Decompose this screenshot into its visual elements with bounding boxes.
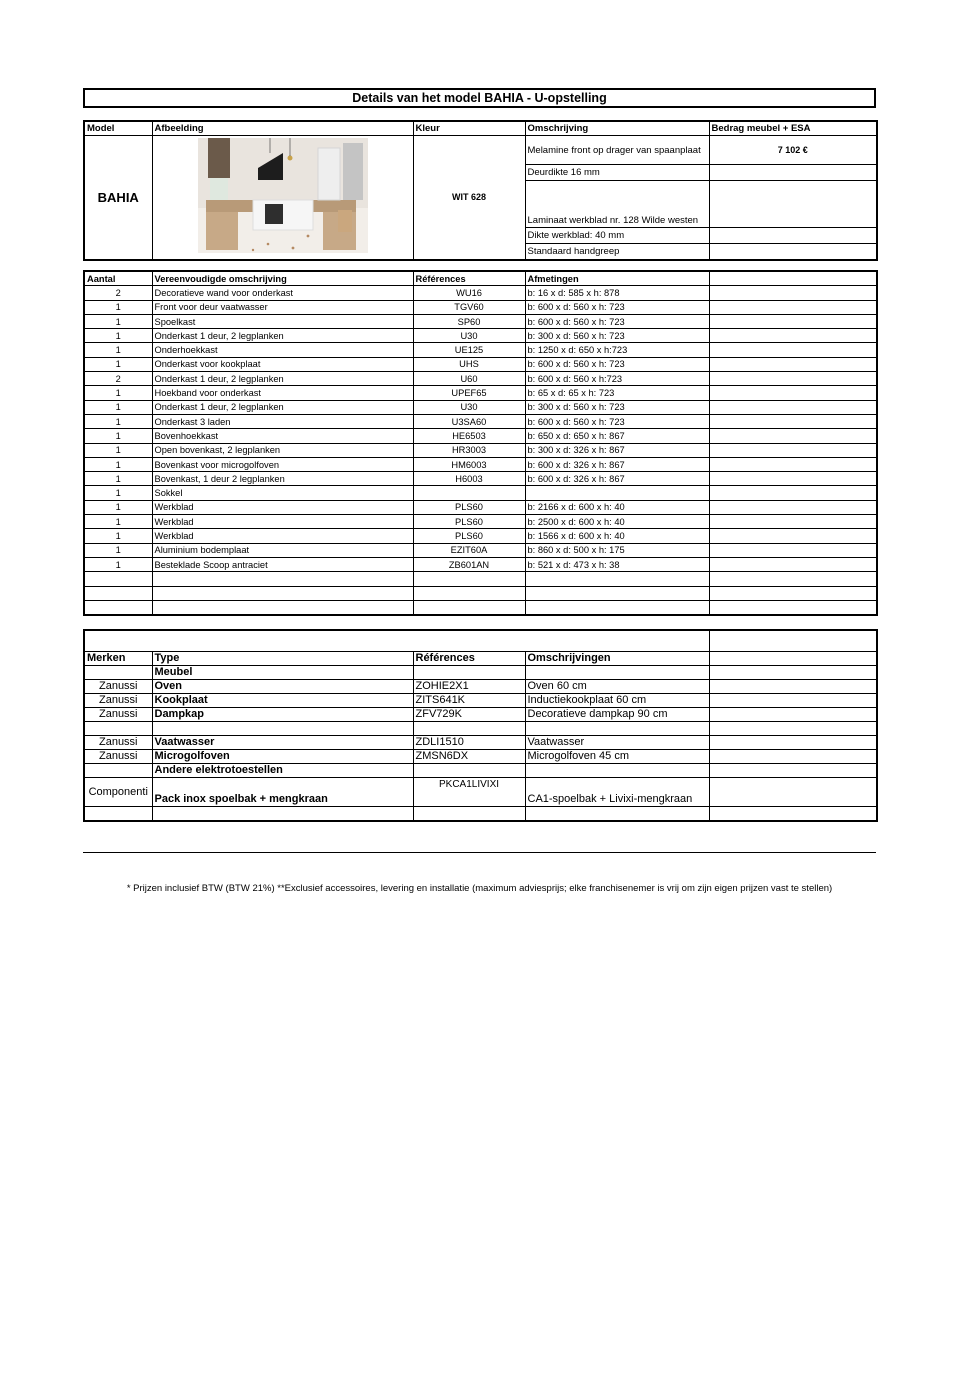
col-header-dimensions: Afmetingen: [525, 271, 709, 286]
item-blank: [709, 314, 877, 328]
item-blank: [709, 329, 877, 343]
description-1: Melamine front op drager van spaanplaat: [525, 136, 709, 165]
divider: [83, 852, 876, 853]
item-dimensions: [525, 586, 709, 600]
item-qty: 1: [84, 443, 152, 457]
item-dimensions: b: 860 x d: 500 x h: 175: [525, 543, 709, 557]
table-row: [84, 486, 877, 500]
item-qty: 1: [84, 300, 152, 314]
blank-cell: [152, 807, 413, 822]
item-dimensions: b: 600 x d: 560 x h: 723: [525, 314, 709, 328]
appliance-desc: Inductiekookplaat 60 cm: [525, 694, 709, 708]
item-qty: 1: [84, 557, 152, 571]
appliance-ref: ZOHIE2X1: [413, 680, 525, 694]
item-blank: [709, 500, 877, 514]
col-header-app-references: Références: [413, 652, 525, 666]
item-qty: 2: [84, 372, 152, 386]
item-description: Hoekband voor onderkast: [152, 386, 413, 400]
appliance-brand: Zanussi: [84, 736, 152, 750]
item-dimensions: [525, 486, 709, 500]
footnote: * Prijzen inclusief BTW (BTW 21%) **Exclusief accessoires, levering en installatie (maximum adviesprijs; elke franchisenemer is vrij om zijn eigen prijzen vast te stellen): [126, 883, 833, 894]
blank-cell: [413, 807, 525, 822]
col-header-type: Type: [152, 652, 413, 666]
kitchen-image: [152, 136, 413, 261]
item-qty: 1: [84, 386, 152, 400]
col-header-app-blank: [709, 652, 877, 666]
item-reference: [413, 600, 525, 615]
item-blank: [709, 486, 877, 500]
item-dimensions: b: 600 x d: 560 x h: 723: [525, 300, 709, 314]
component-brand: Componenti: [84, 778, 152, 807]
table-row: [84, 543, 877, 557]
item-reference: EZIT60A: [413, 543, 525, 557]
item-reference: UPEF65: [413, 386, 525, 400]
item-reference: HM6003: [413, 457, 525, 471]
blank-cell: [709, 666, 877, 680]
blank-cell: [709, 764, 877, 778]
item-qty: 1: [84, 529, 152, 543]
item-blank: [709, 372, 877, 386]
blank-cell: [84, 666, 152, 680]
table-row: [84, 572, 877, 586]
item-reference: SP60: [413, 314, 525, 328]
item-description: Bovenkast voor microgolfoven: [152, 457, 413, 471]
appliance-type: Vaatwasser: [152, 736, 413, 750]
price-empty-2: [709, 180, 877, 227]
page-title: Details van het model BAHIA - U-opstelling: [83, 88, 876, 108]
blank-cell: [709, 708, 877, 722]
item-dimensions: b: 521 x d: 473 x h: 38: [525, 557, 709, 571]
items-table: [83, 270, 876, 616]
appliances-table: [83, 629, 876, 822]
item-description: Besteklade Scoop antraciet: [152, 557, 413, 571]
item-qty: 1: [84, 486, 152, 500]
blank-cell: [709, 680, 877, 694]
item-blank: [709, 543, 877, 557]
blank-cell: [709, 722, 877, 736]
appliance-brand: Zanussi: [84, 708, 152, 722]
item-dimensions: b: 650 x d: 650 x h: 867: [525, 429, 709, 443]
appliances-blank-header: [84, 630, 709, 652]
item-description: Werkblad: [152, 500, 413, 514]
item-reference: [413, 486, 525, 500]
item-qty: 1: [84, 500, 152, 514]
item-blank: [709, 343, 877, 357]
item-blank: [709, 457, 877, 471]
appliance-brand: Zanussi: [84, 680, 152, 694]
item-blank: [709, 515, 877, 529]
item-blank: [709, 472, 877, 486]
item-reference: ZB601AN: [413, 557, 525, 571]
blank-cell: [525, 764, 709, 778]
table-row: [84, 414, 877, 428]
item-dimensions: [525, 600, 709, 615]
col-header-qty: Aantal: [84, 271, 152, 286]
blank-cell: [525, 807, 709, 822]
item-description: Aluminium bodemplaat: [152, 543, 413, 557]
appliance-ref: ZMSN6DX: [413, 750, 525, 764]
item-description: Onderkast 1 deur, 2 legplanken: [152, 372, 413, 386]
table-row: [84, 600, 877, 615]
item-dimensions: b: 600 x d: 326 x h: 867: [525, 472, 709, 486]
item-reference: PLS60: [413, 500, 525, 514]
table-row: [84, 557, 877, 571]
item-reference: UE125: [413, 343, 525, 357]
item-qty: 1: [84, 472, 152, 486]
table-row: [84, 329, 877, 343]
kitchen-photo: [198, 138, 368, 253]
blank-cell: [709, 778, 877, 807]
blank-cell: [413, 764, 525, 778]
table-row: [84, 286, 877, 300]
table-row: [84, 443, 877, 457]
item-qty: [84, 586, 152, 600]
item-qty: 1: [84, 314, 152, 328]
item-reference: U60: [413, 372, 525, 386]
price-empty-1: [709, 165, 877, 181]
item-qty: 1: [84, 515, 152, 529]
table-row: [84, 386, 877, 400]
appliances-blank-header-right: [709, 630, 877, 652]
item-description: Werkblad: [152, 529, 413, 543]
blank-cell: [709, 736, 877, 750]
item-blank: [709, 529, 877, 543]
item-reference: HE6503: [413, 429, 525, 443]
item-blank: [709, 586, 877, 600]
price-empty-3: [709, 227, 877, 243]
item-reference: [413, 586, 525, 600]
item-dimensions: b: 2500 x d: 600 x h: 40: [525, 515, 709, 529]
appliance-desc: Microgolfoven 45 cm: [525, 750, 709, 764]
item-description: [152, 572, 413, 586]
table-row: [84, 472, 877, 486]
table-row: [84, 400, 877, 414]
col-header-color: Kleur: [413, 121, 525, 136]
blank-cell: [84, 764, 152, 778]
item-blank: [709, 286, 877, 300]
price-empty-4: [709, 243, 877, 260]
color-value: WIT 628: [413, 136, 525, 261]
description-2: Deurdikte 16 mm: [525, 165, 709, 181]
item-description: Onderhoekkast: [152, 343, 413, 357]
item-reference: [413, 572, 525, 586]
table-row: [84, 586, 877, 600]
blank-cell: [709, 694, 877, 708]
appliance-ref: ZDLI1510: [413, 736, 525, 750]
table-row: [84, 357, 877, 371]
appliance-type: Microgolfoven: [152, 750, 413, 764]
appliance-ref: ZITS641K: [413, 694, 525, 708]
appliance-ref: ZFV729K: [413, 708, 525, 722]
item-blank: [709, 600, 877, 615]
item-dimensions: b: 300 x d: 560 x h: 723: [525, 329, 709, 343]
appliance-brand: Zanussi: [84, 694, 152, 708]
item-description: Bovenkast, 1 deur 2 legplanken: [152, 472, 413, 486]
item-blank: [709, 357, 877, 371]
component-desc: CA1-spoelbak + Livixi-mengkraan: [525, 778, 709, 807]
item-description: Decoratieve wand voor onderkast: [152, 286, 413, 300]
appliance-desc: Vaatwasser: [525, 736, 709, 750]
component-type: Pack inox spoelbak + mengkraan: [152, 778, 413, 807]
description-4: Dikte werkblad: 40 mm: [525, 227, 709, 243]
item-reference: H6003: [413, 472, 525, 486]
table-row: [84, 515, 877, 529]
item-blank: [709, 557, 877, 571]
item-blank: [709, 400, 877, 414]
item-reference: U30: [413, 329, 525, 343]
col-header-image: Afbeelding: [152, 121, 413, 136]
col-header-app-descriptions: Omschrijvingen: [525, 652, 709, 666]
appliance-type: Oven: [152, 680, 413, 694]
item-dimensions: b: 600 x d: 326 x h: 867: [525, 457, 709, 471]
item-description: Onderkast 3 laden: [152, 414, 413, 428]
item-description: Spoelkast: [152, 314, 413, 328]
description-3: Laminaat werkblad nr. 128 Wilde westen: [525, 180, 709, 227]
table-row: [84, 300, 877, 314]
item-blank: [709, 572, 877, 586]
section-andere: Andere elektrotoestellen: [152, 764, 413, 778]
blank-cell: [525, 722, 709, 736]
table-row: [84, 529, 877, 543]
description-5: Standaard handgreep: [525, 243, 709, 260]
col-header-model: Model: [84, 121, 152, 136]
item-qty: 1: [84, 543, 152, 557]
item-description: Front voor deur vaatwasser: [152, 300, 413, 314]
blank-cell: [413, 722, 525, 736]
item-blank: [709, 300, 877, 314]
item-qty: [84, 572, 152, 586]
item-blank: [709, 386, 877, 400]
item-dimensions: b: 600 x d: 560 x h: 723: [525, 357, 709, 371]
appliance-type: Kookplaat: [152, 694, 413, 708]
item-dimensions: b: 16 x d: 585 x h: 878: [525, 286, 709, 300]
item-description: Onderkast 1 deur, 2 legplanken: [152, 400, 413, 414]
item-reference: PLS60: [413, 515, 525, 529]
item-qty: 1: [84, 429, 152, 443]
item-description: Sokkel: [152, 486, 413, 500]
item-qty: 1: [84, 329, 152, 343]
blank-cell: [413, 666, 525, 680]
appliance-desc: Decoratieve dampkap 90 cm: [525, 708, 709, 722]
item-qty: 1: [84, 414, 152, 428]
component-ref: PKCA1LIVIXI: [413, 778, 525, 807]
item-dimensions: b: 1566 x d: 600 x h: 40: [525, 529, 709, 543]
item-description: Werkblad: [152, 515, 413, 529]
item-dimensions: b: 2166 x d: 600 x h: 40: [525, 500, 709, 514]
table-row: [84, 500, 877, 514]
item-reference: WU16: [413, 286, 525, 300]
item-reference: HR3003: [413, 443, 525, 457]
item-qty: 1: [84, 343, 152, 357]
item-qty: 2: [84, 286, 152, 300]
table-row: [84, 457, 877, 471]
item-dimensions: b: 300 x d: 560 x h: 723: [525, 400, 709, 414]
item-qty: [84, 600, 152, 615]
item-dimensions: b: 1250 x d: 650 x h:723: [525, 343, 709, 357]
col-header-references: Références: [413, 271, 525, 286]
item-dimensions: b: 65 x d: 65 x h: 723: [525, 386, 709, 400]
table-row: [84, 372, 877, 386]
blank-cell: [709, 807, 877, 822]
table-row: [84, 343, 877, 357]
table-row: [84, 314, 877, 328]
model-table: [83, 120, 876, 261]
table-row: [84, 429, 877, 443]
item-blank: [709, 414, 877, 428]
item-reference: UHS: [413, 357, 525, 371]
col-header-blank: [709, 271, 877, 286]
col-header-price: Bedrag meubel + ESA: [709, 121, 877, 136]
item-description: Bovenhoekkast: [152, 429, 413, 443]
item-description: [152, 586, 413, 600]
col-header-description: Omschrijving: [525, 121, 709, 136]
model-name: BAHIA: [84, 136, 152, 261]
price-value: 7 102 €: [709, 136, 877, 165]
blank-cell: [152, 722, 413, 736]
col-header-brand: Merken: [84, 652, 152, 666]
item-reference: U30: [413, 400, 525, 414]
item-blank: [709, 443, 877, 457]
blank-cell: [84, 807, 152, 822]
item-reference: TGV60: [413, 300, 525, 314]
item-dimensions: b: 600 x d: 560 x h:723: [525, 372, 709, 386]
item-blank: [709, 429, 877, 443]
item-qty: 1: [84, 357, 152, 371]
appliance-desc: Oven 60 cm: [525, 680, 709, 694]
appliance-brand: Zanussi: [84, 750, 152, 764]
appliance-type: Dampkap: [152, 708, 413, 722]
item-dimensions: b: 600 x d: 560 x h: 723: [525, 414, 709, 428]
item-reference: PLS60: [413, 529, 525, 543]
col-header-simple-desc: Vereenvoudigde omschrijving: [152, 271, 413, 286]
section-meubel: Meubel: [152, 666, 413, 680]
item-dimensions: b: 300 x d: 326 x h: 867: [525, 443, 709, 457]
blank-cell: [709, 750, 877, 764]
blank-cell: [84, 722, 152, 736]
blank-cell: [525, 666, 709, 680]
item-description: Open bovenkast, 2 legplanken: [152, 443, 413, 457]
item-reference: U3SA60: [413, 414, 525, 428]
item-description: Onderkast voor kookplaat: [152, 357, 413, 371]
item-dimensions: [525, 572, 709, 586]
item-description: [152, 600, 413, 615]
item-description: Onderkast 1 deur, 2 legplanken: [152, 329, 413, 343]
item-qty: 1: [84, 400, 152, 414]
item-qty: 1: [84, 457, 152, 471]
